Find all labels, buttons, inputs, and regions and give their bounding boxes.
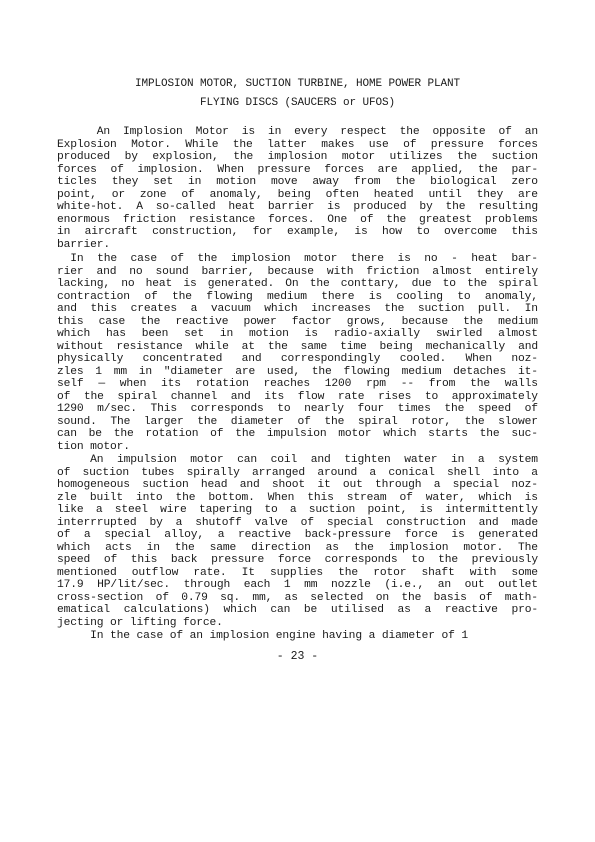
text-line: and this creates a vacuum which increases the suction pull. In [57, 303, 538, 315]
text-line: which acts in the same direction as the implosion motor. The [57, 541, 538, 554]
text-line: zle built into the bottom. When this stream of water, which is [57, 491, 538, 504]
paragraph-3 [57, 454, 538, 629]
text-line: homogeneous suction head and shoot it out through a special noz- [57, 479, 538, 491]
text-line: produced by explosion, the implosion motor utilizes the suction [57, 151, 538, 163]
text-line: barrier. [57, 238, 111, 251]
text-line: like a steel wire tapering to a suction point, is intermittently [57, 504, 538, 516]
text-line: forces of implosion. When pressure forces are applied, the par- [57, 163, 538, 176]
text-line: physically concentrated and correspondingly cooled. When noz- [57, 353, 538, 365]
text-line: speed of this back pressure force corresponds to the previously [57, 554, 538, 566]
text-line: interrrupted by a shutoff valve of special construction and made [57, 516, 538, 529]
text-line: In the case of the implosion motor there is no - heat bar- [57, 253, 538, 265]
text-line: ticles they set in motion move away from the biological zero [57, 176, 538, 188]
heading-line-1: IMPLOSION MOTOR, SUCTION TURBINE, HOME POWER PLANT [134, 78, 461, 90]
paragraph-4 [57, 630, 538, 643]
text-line: mentioned outflow rate. It supplies the rotor shaft with some [57, 566, 538, 579]
text-line: sound. The larger the diameter of the spiral rotor, the slower [57, 415, 538, 428]
text-line: Explosion Motor. While the latter makes use of pressure forces [57, 138, 538, 151]
text-line: of the spiral channel and its flow rate rises to approximately [57, 390, 538, 403]
text-line: of suction tubes spirally arranged around a conical shell into a [57, 466, 538, 479]
text-line: without resistance while at the same time being mechanically and [57, 340, 538, 353]
text-line: white-hot. A so-called heat barrier is produced by the resulting [57, 201, 538, 213]
text-line: can be the rotation of the impulsion motor which starts the suc- [57, 428, 538, 440]
text-line: 17.9 HP/lit/sec. through each 1 mm nozzle (i.e., an out outlet [57, 579, 538, 591]
text-line: in aircraft construction, for example, is how to overcome this [57, 226, 538, 238]
paragraph-1 [57, 126, 538, 251]
text-line: In the case of an implosion engine having a diameter of 1 [57, 630, 469, 642]
text-line: rier and no sound barrier, because with friction almost entirely [57, 265, 538, 278]
paragraph-2 [57, 253, 538, 453]
text-line: ematical calculations) which can be utilised as a reactive pro- [57, 604, 538, 616]
page-number: - 23 - [276, 650, 319, 663]
text-line: zles 1 mm in "diameter are used, the flowing medium detaches it- [57, 365, 538, 378]
heading-line-2: FLYING DISCS (SAUCERS or UFOS) [199, 97, 396, 109]
text-line: cross-section of 0.79 sq. mm, as selected on the basis of math- [57, 591, 538, 604]
text-line: tion motor. [57, 440, 130, 453]
text-line: jecting or lifting force. [57, 616, 223, 629]
text-line: An impulsion motor can coil and tighten water in a system [57, 454, 538, 466]
text-line: self — when its rotation reaches 1200 rpm -- from the walls [57, 378, 538, 390]
text-line: 1290 m/sec. This corresponds to nearly four times the speed of [57, 403, 538, 415]
text-line: point, or zone of anomaly, being often heated until they are [57, 188, 538, 201]
text-line: lacking, no heat is generated. On the conttary, due to the spiral [57, 278, 538, 290]
text-line: this case the reactive power factor grows, because the medium [57, 315, 538, 328]
text-line: An Implosion Motor is in every respect the opposite of an [57, 126, 538, 138]
text-line: enormous friction resistance forces. One of the greatest problems [57, 213, 538, 226]
text-line: contraction of the flowing medium there is cooling to anomaly, [57, 290, 538, 303]
text-line: of a special alloy, a reactive back-pressure force is generated [57, 529, 538, 541]
text-line: which has been set in motion is radio-axially swirled almost [57, 328, 538, 340]
